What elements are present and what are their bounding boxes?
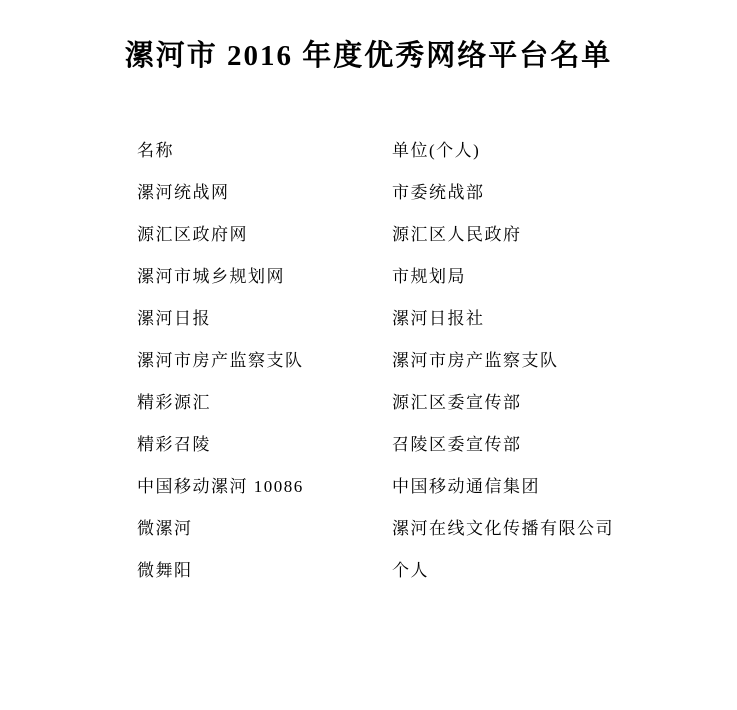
platform-name: 中国移动漯河 10086 xyxy=(137,476,304,496)
table-row xyxy=(137,421,677,463)
unit-name: 漯河在线文化传播有限公司 xyxy=(392,518,614,538)
table-row xyxy=(137,295,677,337)
column-header-name: 名称 xyxy=(137,140,174,160)
unit-name: 中国移动通信集团 xyxy=(392,476,540,496)
table-row xyxy=(137,169,677,211)
platform-name: 漯河日报 xyxy=(137,308,211,328)
platform-name: 漯河市房产监察支队 xyxy=(137,350,304,370)
table-row xyxy=(137,505,677,547)
table-row xyxy=(137,463,677,505)
platform-name: 微漯河 xyxy=(137,518,193,538)
table-row xyxy=(137,253,677,295)
platform-name: 漯河市城乡规划网 xyxy=(137,266,285,286)
unit-name: 市委统战部 xyxy=(392,182,485,202)
unit-name: 个人 xyxy=(392,560,429,580)
column-header-unit: 单位(个人) xyxy=(392,140,481,160)
table-row xyxy=(137,379,677,421)
platform-name: 漯河统战网 xyxy=(137,182,230,202)
platform-name: 源汇区政府网 xyxy=(137,224,248,244)
page-title: 漯河市 2016 年度优秀网络平台名单 xyxy=(124,40,613,72)
platform-table xyxy=(137,127,677,589)
unit-name: 源汇区人民政府 xyxy=(392,224,522,244)
table-row xyxy=(137,337,677,379)
unit-name: 市规划局 xyxy=(392,266,466,286)
platform-name: 精彩召陵 xyxy=(137,434,211,454)
unit-name: 召陵区委宣传部 xyxy=(392,434,522,454)
table-header-row xyxy=(137,127,677,169)
unit-name: 漯河日报社 xyxy=(392,308,485,328)
platform-name: 微舞阳 xyxy=(137,560,193,580)
table-row xyxy=(137,211,677,253)
table-row xyxy=(137,547,677,589)
unit-name: 漯河市房产监察支队 xyxy=(392,350,559,370)
unit-name: 源汇区委宣传部 xyxy=(392,392,522,412)
platform-name: 精彩源汇 xyxy=(137,392,211,412)
